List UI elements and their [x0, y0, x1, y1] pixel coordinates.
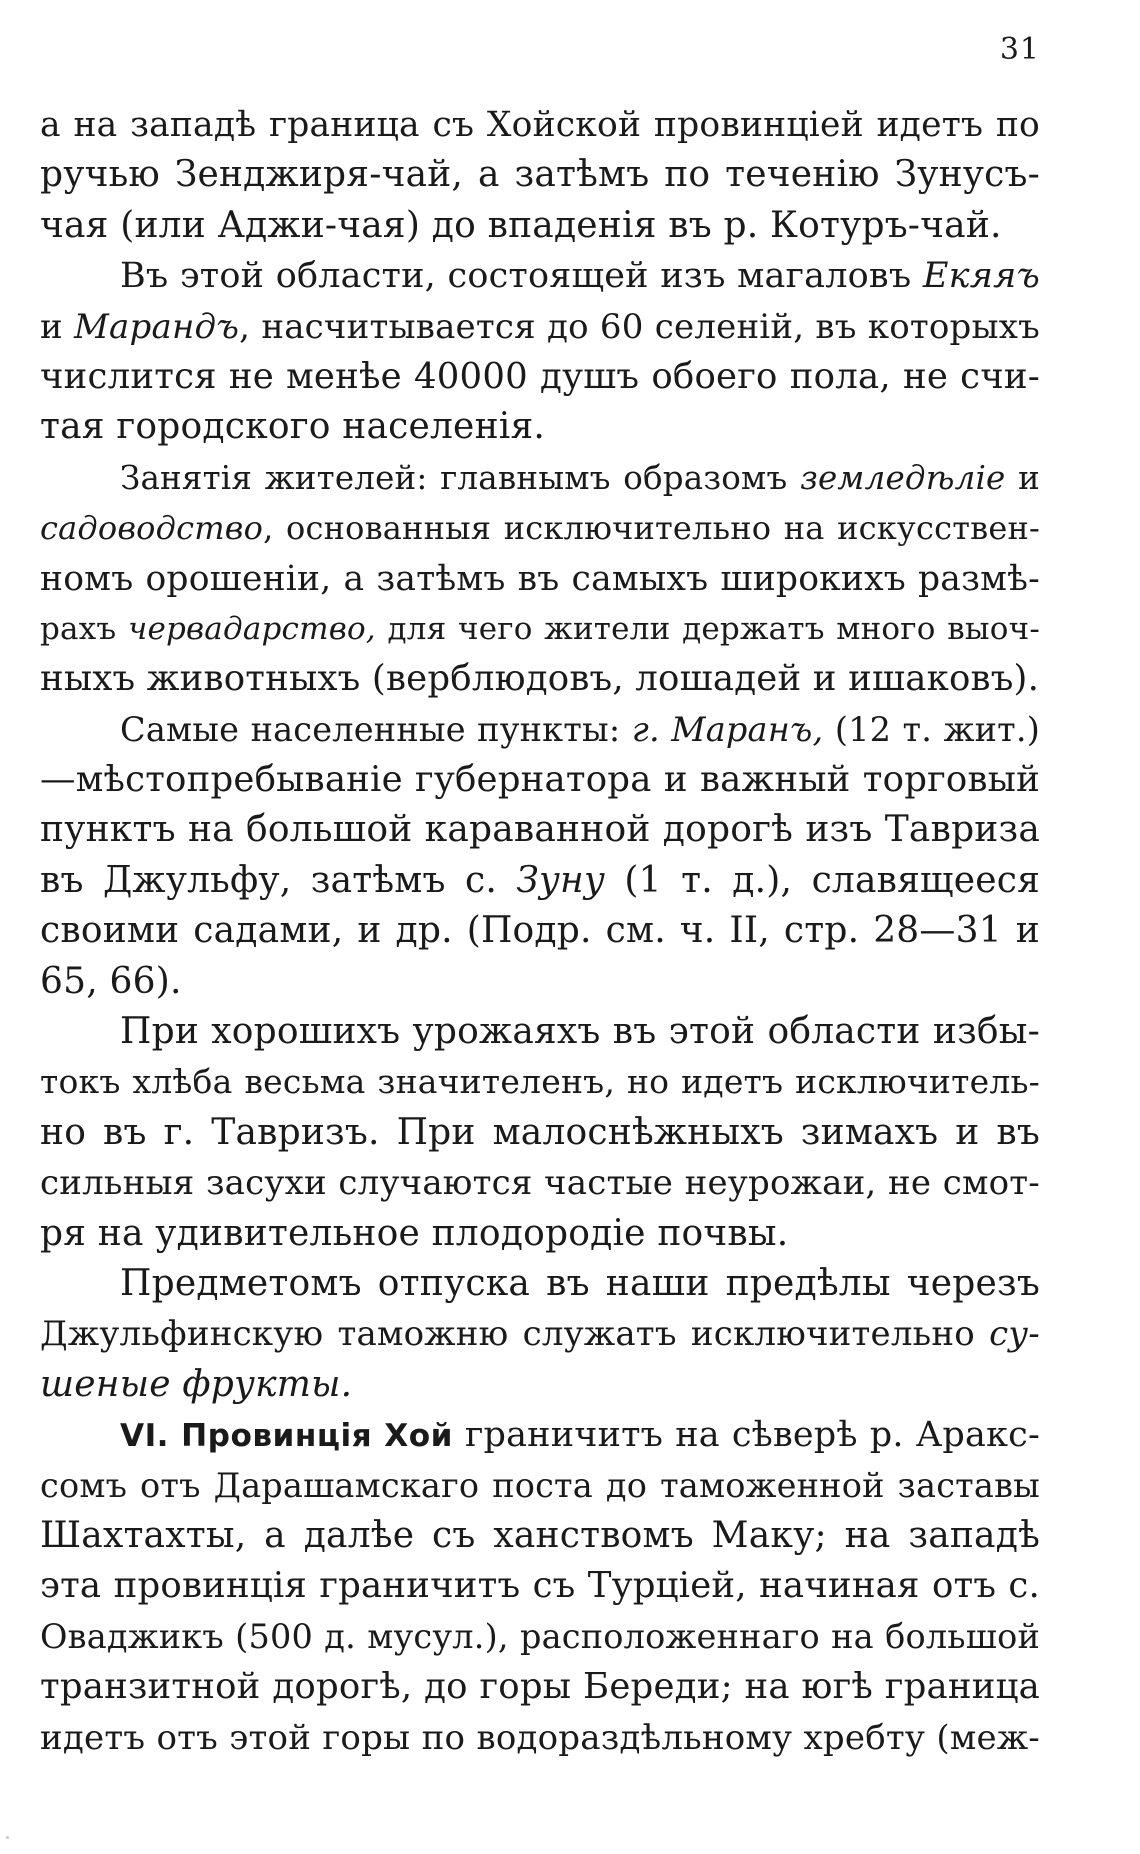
- text-segment: пунктъ на большой караванной дорогѣ изъ Тавриза: [40, 809, 1040, 851]
- text-line: [40, 201, 1040, 251]
- text-line: [40, 604, 1040, 654]
- text-segment: рахъ: [40, 610, 128, 647]
- text-segment: Самые населенные пункты:: [120, 709, 632, 749]
- text-segment: въ Джульфу, затѣмъ с.: [40, 859, 517, 901]
- emphasis-text: червадарство,: [127, 610, 376, 647]
- emphasis-text: су-: [989, 1314, 1040, 1355]
- text-segment: Занятія жителей: главнымъ образомъ: [120, 458, 801, 497]
- text-segment: сильныя засухи случаются частые неурожаи, не смот-: [40, 1163, 1040, 1204]
- text-line: [40, 805, 1040, 855]
- text-line: [40, 352, 1040, 402]
- section-heading: VI. Провинція Хой: [120, 1418, 453, 1455]
- text-line: [40, 856, 1040, 906]
- text-segment: (1 т. д.), славящееся: [605, 859, 1040, 901]
- text-line: [40, 1309, 1040, 1359]
- text-segment: и: [1005, 458, 1040, 497]
- text-line: [40, 1057, 1040, 1107]
- text-segment: (12 т. жит.): [823, 709, 1040, 749]
- text-segment: номъ орошеніи, а затѣмъ въ самыхъ широкихъ размѣ-: [40, 558, 1040, 599]
- text-line: [40, 251, 1040, 301]
- text-segment: тая городского населенія.: [40, 406, 546, 448]
- text-segment: для чего жители держатъ много выоч-: [375, 610, 1040, 647]
- emphasis-text: Екяяъ: [922, 256, 1040, 297]
- body-text: [40, 100, 1040, 1763]
- text-segment: своими садами, и др. (Подр. см. ч. II, стр. 28—31 и: [40, 910, 1040, 952]
- text-line: [40, 100, 1040, 150]
- text-line: [40, 1410, 1040, 1460]
- text-segment: граничитъ на сѣверѣ р. Аракс-: [452, 1415, 1040, 1456]
- text-line: [40, 453, 1040, 503]
- text-segment: эта провинція граничитъ съ Турціей, начиная отъ с.: [40, 1565, 1040, 1607]
- emphasis-text: шеные фрукты.: [40, 1363, 353, 1405]
- text-segment: , основанныя исключительно на искусствен-: [263, 509, 1040, 548]
- emphasis-text: садоводство: [40, 509, 264, 548]
- text-line: [40, 1461, 1040, 1511]
- text-segment: 65, 66).: [40, 960, 182, 1002]
- text-segment: но въ г. Тавризъ. При малоснѣжныхъ зимахъ и въ: [40, 1111, 1040, 1153]
- text-line: [40, 1511, 1040, 1561]
- text-line: [40, 1108, 1040, 1158]
- text-segment: , насчитывается до 60 селеній, въ которыхъ: [239, 306, 1040, 347]
- text-line: [40, 957, 1040, 1007]
- text-line: [40, 1007, 1040, 1057]
- text-segment: и: [40, 306, 75, 347]
- text-segment: При хорошихъ урожаяхъ въ этой области избы-: [120, 1011, 1040, 1053]
- text-line: [40, 554, 1040, 604]
- page-number: 31: [999, 32, 1040, 67]
- text-line: [40, 1158, 1040, 1208]
- text-segment: —мѣстопребываніе губернатора и важный торговый: [40, 759, 1040, 801]
- text-segment: Въ этой области, состоящей изъ магаловъ: [120, 256, 923, 297]
- text-segment: ручью Зенджиря-чай, а затѣмъ по теченію Зунусъ-: [40, 154, 1040, 196]
- text-line: [40, 705, 1040, 755]
- emphasis-text: Зуну: [516, 859, 606, 901]
- text-line: [40, 503, 1040, 553]
- text-line: [40, 1259, 1040, 1309]
- text-line: [40, 1360, 1040, 1410]
- text-line: [40, 755, 1040, 805]
- text-line: [40, 906, 1040, 956]
- text-segment: ныхъ животныхъ (верблюдовъ, лошадей и ишаковъ).: [40, 658, 1040, 700]
- text-segment: сомъ отъ Дарашамскаго поста до таможенной заставы: [40, 1465, 1040, 1505]
- text-segment: Шахтахты, а далѣе съ ханствомъ Маку; на западѣ: [40, 1514, 1040, 1556]
- text-line: [40, 302, 1040, 352]
- text-segment: Предметомъ отпуска въ наши предѣлы черезъ: [120, 1262, 1040, 1304]
- text-line: [40, 1209, 1040, 1259]
- scan-speck: [6, 1836, 9, 1839]
- text-segment: транзитной дорогѣ, до горы Береди; на югѣ граница: [40, 1666, 1040, 1708]
- text-segment: а на западѣ граница съ Хойской провинціей идетъ по: [40, 105, 1040, 145]
- text-line: [40, 402, 1040, 452]
- text-segment: чая (или Аджи-чая) до впаденія въ р. Котуръ-чай.: [40, 204, 1002, 246]
- emphasis-text: земледѣліе: [800, 458, 1006, 497]
- text-segment: Джульфинскую таможню служатъ исключительно: [40, 1314, 990, 1355]
- text-line: [40, 1713, 1040, 1763]
- text-segment: токъ хлѣба весьма значителенъ, но идетъ исключитель-: [40, 1062, 1040, 1102]
- emphasis-text: г. Маранъ,: [631, 709, 824, 749]
- text-line: [40, 1612, 1040, 1662]
- text-segment: числится не менѣе 40000 душъ обоего пола, не счи-: [40, 355, 1040, 397]
- text-line: [40, 654, 1040, 704]
- text-segment: ря на удивительное плодородіе почвы.: [40, 1212, 789, 1254]
- emphasis-text: Марандъ: [74, 306, 240, 347]
- text-line: [40, 150, 1040, 200]
- text-segment: идетъ отъ этой горы по водораздѣльному хребту (меж-: [40, 1717, 1040, 1758]
- text-line: [40, 1561, 1040, 1611]
- text-segment: Оваджикъ (500 д. мусул.), расположеннаго на большой: [40, 1616, 1040, 1656]
- text-line: [40, 1662, 1040, 1712]
